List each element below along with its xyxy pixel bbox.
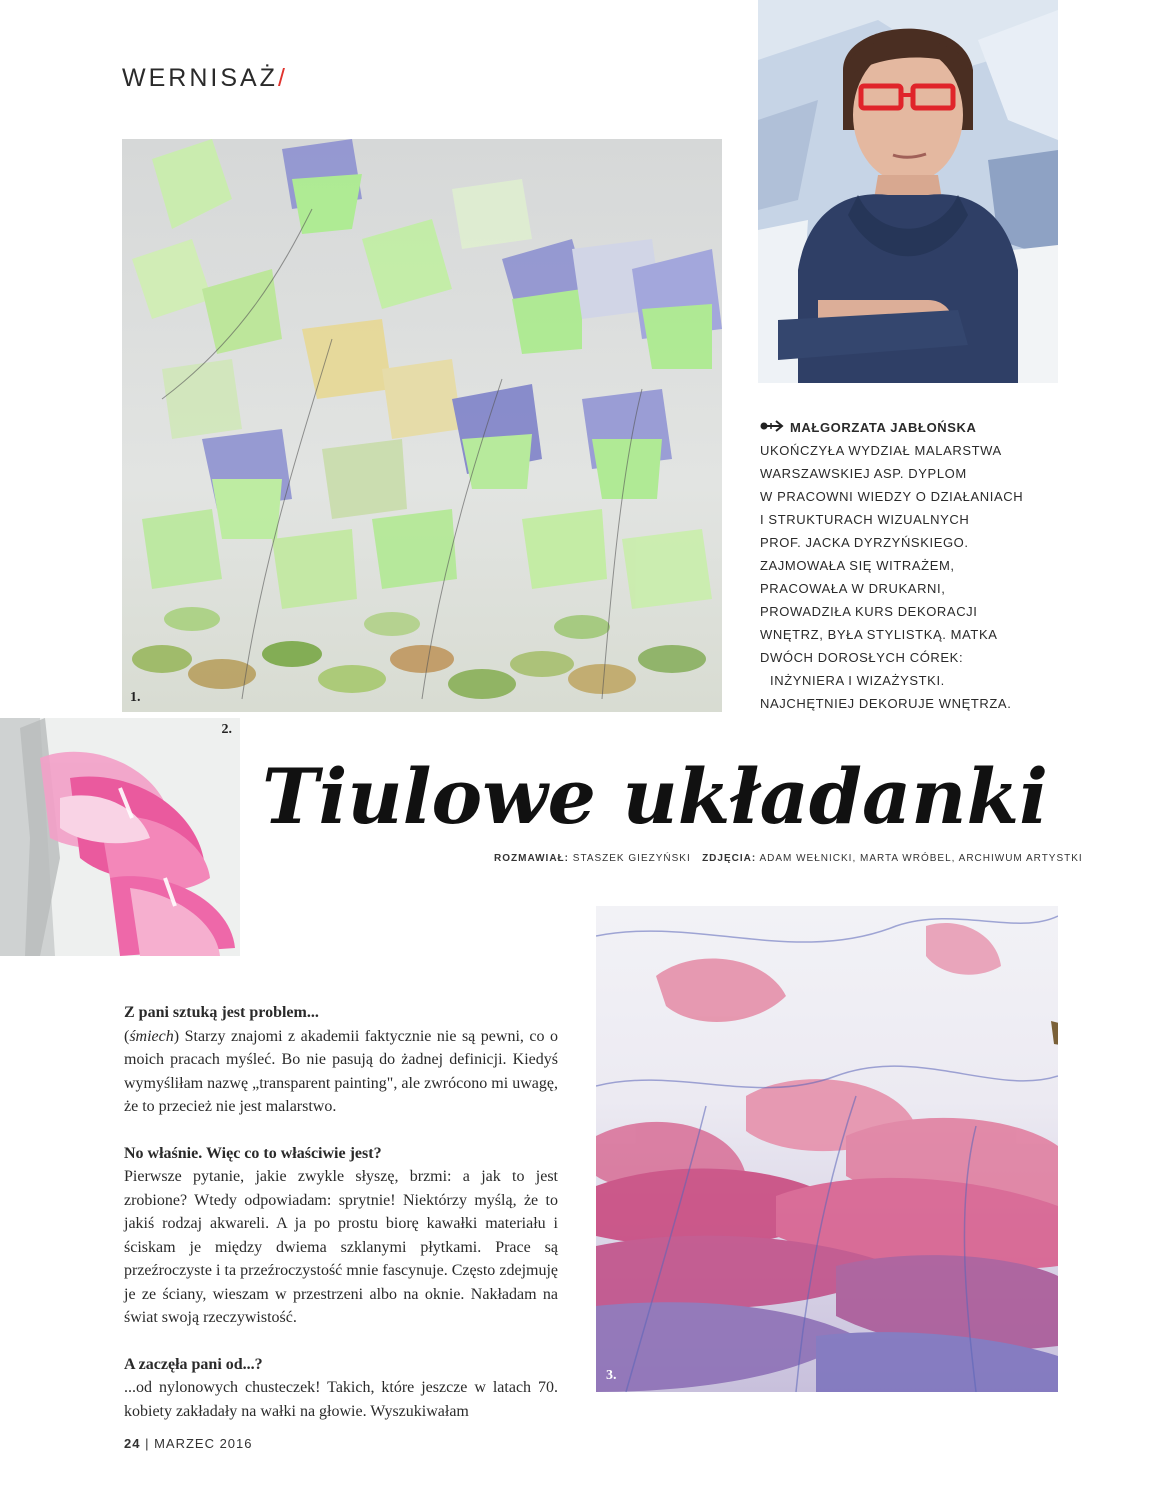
page-folio <box>124 1436 253 1451</box>
bio-line: UKOŃCZYŁA WYDZIAŁ MALARSTWA <box>760 443 1002 458</box>
bio-line: W PRACOWNI WIEDZY O DZIAŁANIACH <box>760 489 1024 504</box>
bio-line: ZAJMOWAŁA SIĘ WITRAŻEM, <box>760 558 955 573</box>
article-answer: ...od nylonowych chusteczek! Takich, które jeszcze w latach 70. kobiety zakładały na wałki na głowie. Wyszukiwałam <box>124 1379 558 1420</box>
bio-line: PROWADZIŁA KURS DEKORACJI <box>760 604 978 619</box>
interview-name: STASZEK GIEZYŃSKI <box>572 853 691 864</box>
artist-bio <box>760 416 1060 715</box>
article-body <box>124 1001 558 1423</box>
bio-line: PRACOWAŁA W DRUKARNI, <box>760 581 946 596</box>
artwork-photo-1 <box>122 139 722 712</box>
article-question: Z pani sztuką jest problem... <box>124 1004 319 1021</box>
artist-portrait-photo <box>758 0 1058 383</box>
folio-separator: | <box>140 1436 155 1451</box>
photos-names: ADAM WEŁNICKI, MARTA WRÓBEL, ARCHIWUM ARTYSTKI <box>759 853 1083 864</box>
article-question: A zaczęła pani od...? <box>124 1355 263 1373</box>
bio-line: I STRUKTURACH WIZUALNYCH <box>760 512 970 527</box>
article-answer: Pierwsze pytanie, jakie zwykle słyszę, brzmi: a jak to jest zrobione? Wtedy odpowiadam: sprytnie! Niektórzy myślą, że to jakiś rodzaj akwareli. A ja po prostu biorę kawałki materiału i ściskam je między dwiema szklanymi płytkami. Prace są przeźroczyste i ta przeźroczystość mnie fascynuje. Często zdejmuję je ze ściany, wieszam w przestrzeni albo na oknie. Nakładam na świat swoją rzeczywistość. <box>124 1168 558 1326</box>
bio-line: DWÓCH DOROSŁYCH CÓREK: <box>760 650 964 665</box>
article-question: No właśnie. Więc co to właściwie jest? <box>124 1144 382 1162</box>
bio-name-text: MAŁGORZATA JABŁOŃSKA <box>790 420 977 435</box>
bio-line: PROF. JACKA DYRZYŃSKIEGO. <box>760 535 969 550</box>
article-answer: (śmiech) Starzy znajomi z akademii faktycznie nie są pewni, co o moich pracach myśleć. Bo nie pasują do żadnej definicji. Kiedyś wymyśliłam nazwę „transparent painting", ale zwrócono mi uwagę, że to przecież nie jest malarstwo. <box>124 1027 558 1115</box>
artwork-photo-3 <box>596 906 1058 1392</box>
photo-2-number: 2. <box>221 722 232 737</box>
bio-line: INŻYNIERA I WIZAŻYSTKI. <box>770 673 945 688</box>
section-label-slash: / <box>277 64 285 92</box>
article-answer-aside: śmiech <box>129 1027 174 1045</box>
bio-line: NAJCHĘTNIEJ DEKORUJE WNĘTRZA. <box>760 696 1012 711</box>
photo-1-number: 1. <box>130 690 141 705</box>
article-answer-text: Starzy znajomi z akademii faktycznie nie są pewni, co o moich pracach myśleć. Bo nie pasują do żadnej definicji. Kiedyś wymyśliłam nazwę „transparent painting", ale zwrócono mi uwagę, że to przecież nie jest malarstwo. <box>124 1027 558 1115</box>
article-headline: Tiulowe układanki <box>262 752 1049 841</box>
interview-label: ROZMAWIAŁ: <box>494 853 569 864</box>
artwork-photo-2 <box>0 718 240 956</box>
bio-line: WNĘTRZ, BYŁA STYLISTKĄ. MATKA <box>760 627 998 642</box>
photos-label: ZDJĘCIA: <box>702 853 757 864</box>
section-label <box>122 64 285 93</box>
section-label-text: WERNISAŻ <box>122 64 278 92</box>
article-credits <box>494 853 1083 864</box>
page-number: 24 <box>124 1436 141 1451</box>
bio-name <box>760 416 1060 439</box>
arrow-right-icon <box>760 416 784 439</box>
bio-line: WARSZAWSKIEJ ASP. DYPLOM <box>760 466 967 481</box>
photo-3-number: 3. <box>606 1368 617 1383</box>
issue-date: MARZEC 2016 <box>154 1436 253 1451</box>
